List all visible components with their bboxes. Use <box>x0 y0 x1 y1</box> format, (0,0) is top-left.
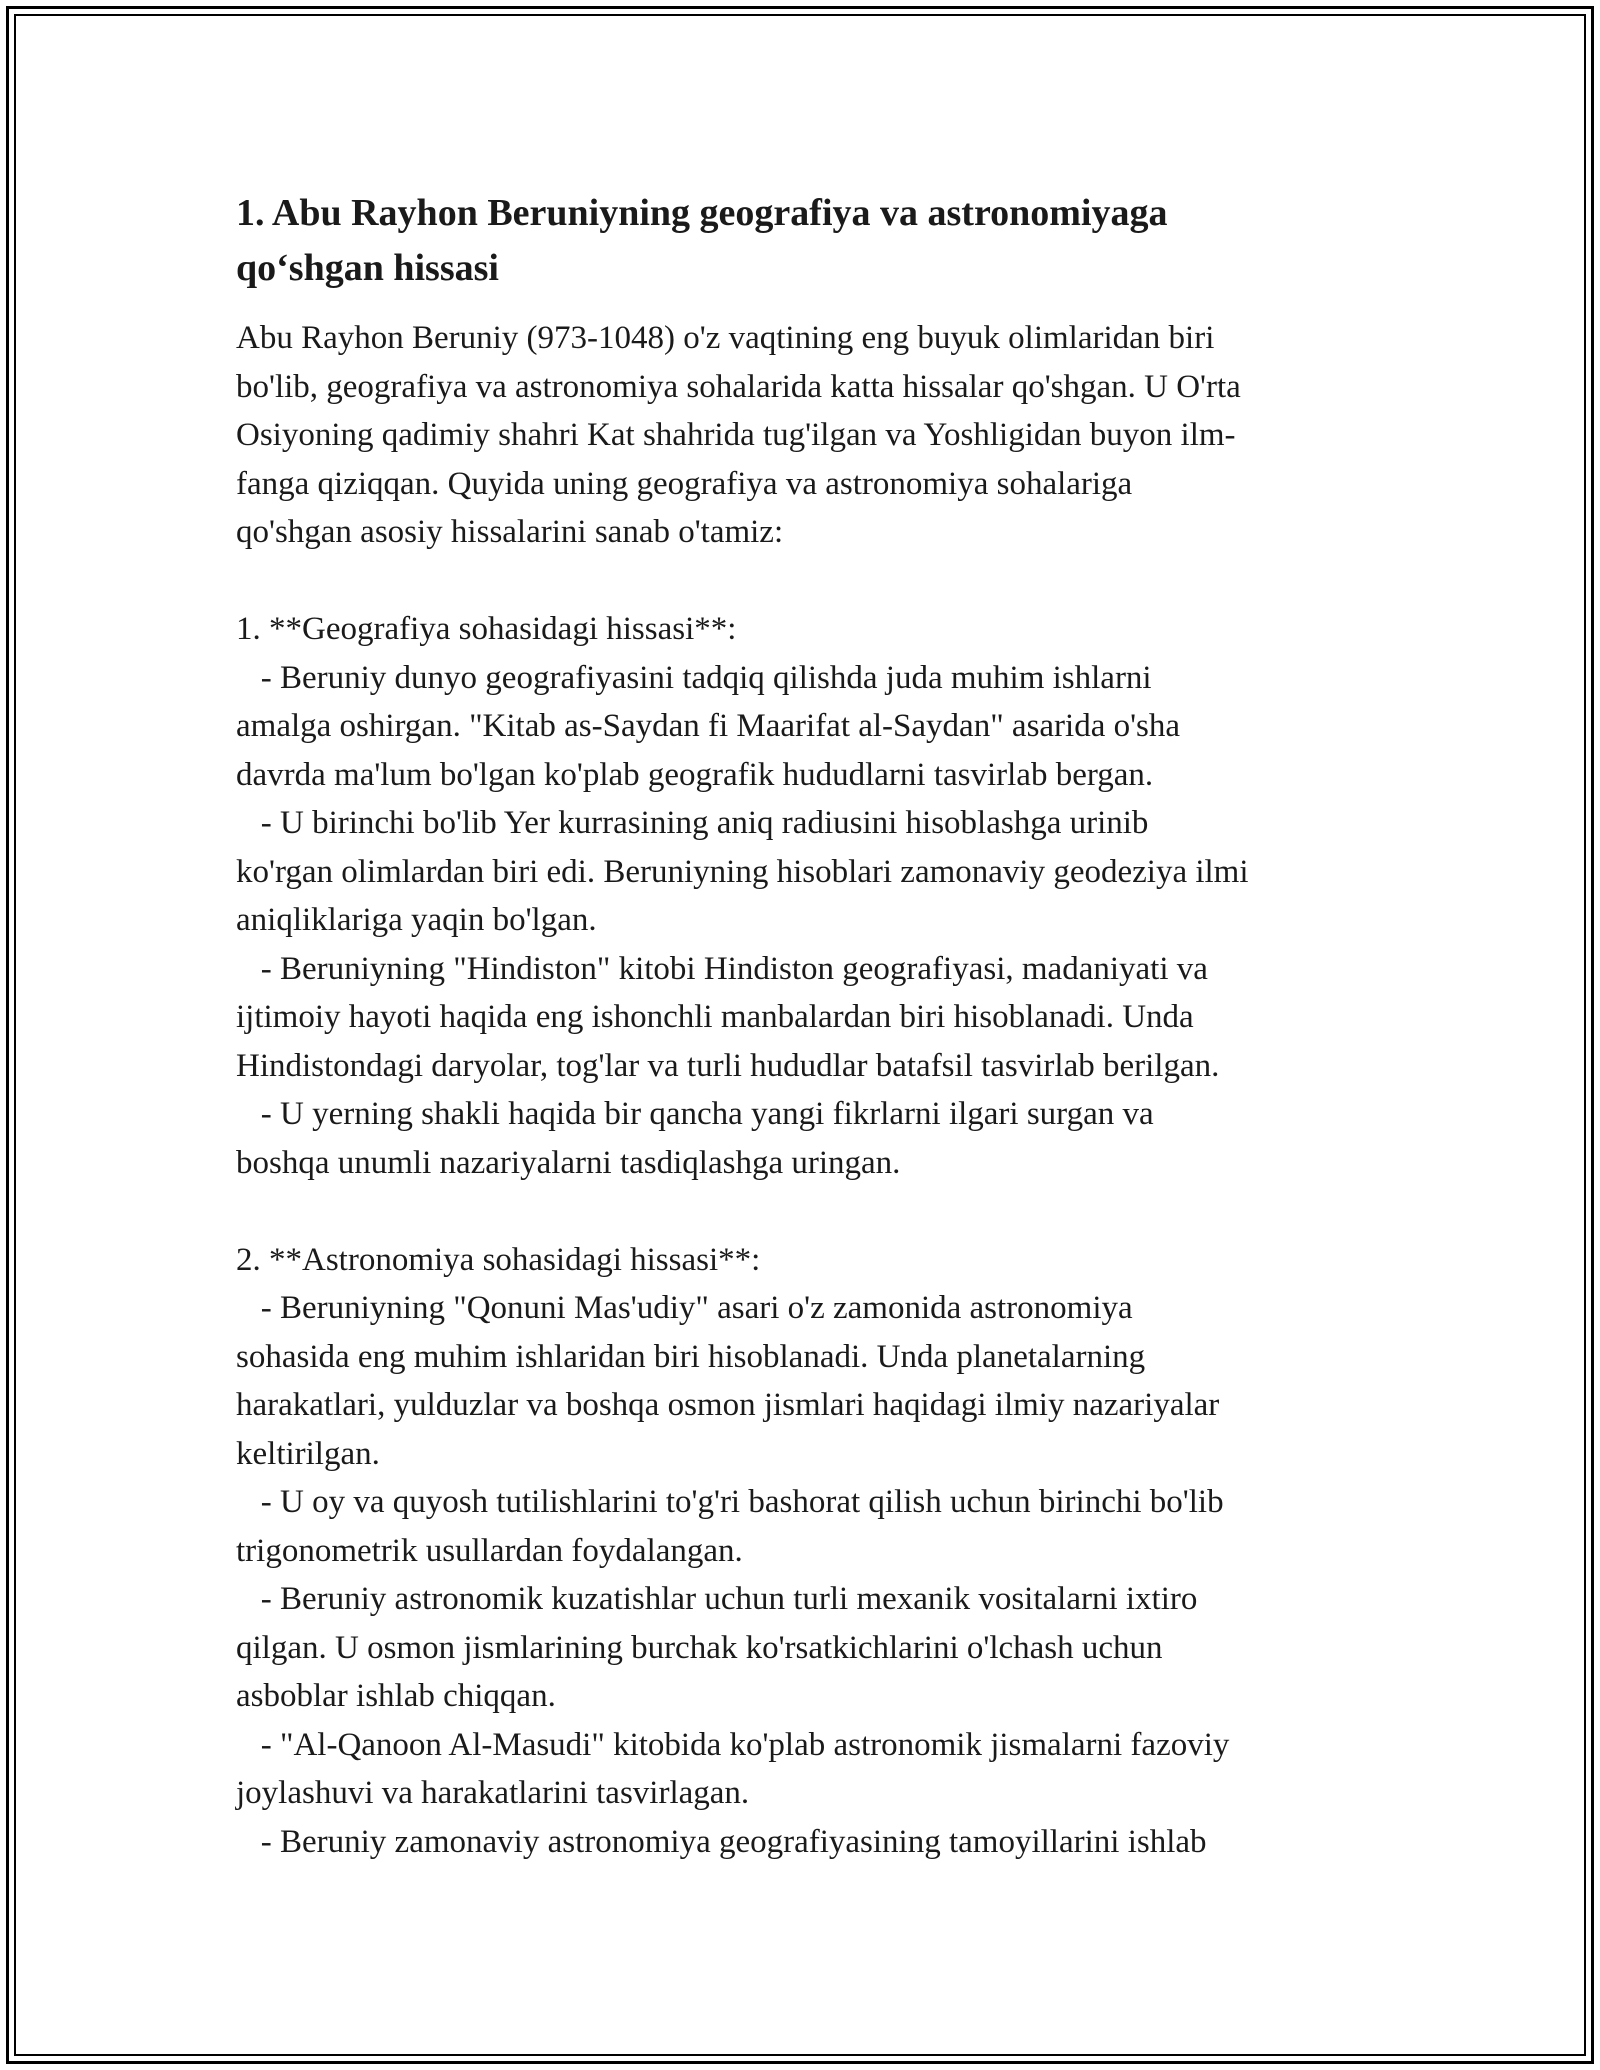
text-line: - Beruniyning "Qonuni Mas'udiy" asari o'z zamonida astronomiya <box>236 1290 1133 1326</box>
text-line: Osiyoning qadimiy shahri Kat shahrida tug'ilgan va Yoshligidan buyon ilm- <box>236 417 1236 453</box>
text-line: boshqa unumli nazariyalarni tasdiqlashga uringan. <box>236 1144 901 1181</box>
text-line: bo'lib, geografiya va astronomiya sohalarida katta hissalar qo'shgan. U O'rta <box>236 368 1241 405</box>
text-line: Abu Rayhon Beruniy (973-1048) o'z vaqtining eng buyuk olimlaridan biri <box>236 320 1215 356</box>
text-line: - U birinchi bo'lib Yer kurrasining aniq radiusini hisoblashga urinib <box>236 805 1149 841</box>
text-line: qilgan. U osmon jismlarining burchak ko'rsatkichlarini o'lchash uchun <box>236 1629 1163 1666</box>
title-line: qo‘shgan hissasi <box>236 247 499 289</box>
text-line: - Beruniyning "Hindiston" kitobi Hindiston geografiyasi, madaniyati va <box>236 950 1208 987</box>
document-title <box>236 186 1376 296</box>
text-line: Hindistondagi daryolar, tog'lar va turli hududlar batafsil tasvirlab berilgan. <box>236 1047 1220 1084</box>
text-line: aniqliklariga yaqin bo'lgan. <box>236 902 597 938</box>
text-line: 2. **Astronomiya sohasidagi hissasi**: <box>236 1241 761 1278</box>
text-line: - U oy va quyosh tutilishlarini to'g'ri bashorat qilish uchun birinchi bo'lib <box>236 1484 1224 1520</box>
title-line: 1. Abu Rayhon Beruniyning geografiya va astronomiyaga <box>236 192 1168 234</box>
text-line <box>236 557 1376 606</box>
text-line: keltirilgan. <box>236 1435 380 1472</box>
text-line: - U yerning shakli haqida bir qancha yangi fikrlarni ilgari surgan va <box>236 1096 1154 1132</box>
text-line: - Beruniy dunyo geografiyasini tadqiq qilishda juda muhim ishlarni <box>236 659 1152 696</box>
text-line: qo'shgan asosiy hissalarini sanab o'tamiz: <box>236 514 784 550</box>
text-line: joylashuvi va harakatlarini tasvirlagan. <box>236 1775 750 1811</box>
text-line: 1. **Geografiya sohasidagi hissasi**: <box>236 611 737 647</box>
text-line: - Beruniy zamonaviy astronomiya geografiyasining tamoyillarini ishlab <box>236 1823 1207 1860</box>
text-line: ko'rgan olimlardan biri edi. Beruniyning hisoblari zamonaviy geodeziya ilmi <box>236 853 1249 890</box>
document-text <box>236 314 1376 1866</box>
text-line: sohasida eng muhim ishlaridan biri hisoblanadi. Unda planetalarning <box>236 1338 1146 1375</box>
text-line: harakatlari, yulduzlar va boshqa osmon jismlari haqidagi ilmiy nazariyalar <box>236 1387 1220 1423</box>
text-line: - Beruniy astronomik kuzatishlar uchun turli mexanik vositalarni ixtiro <box>236 1581 1198 1617</box>
text-line: fanga qiziqqan. Quyida uning geografiya va astronomiya sohalariga <box>236 465 1133 502</box>
text-line: amalga oshirgan. "Kitab as-Saydan fi Maarifat al-Saydan" asarida o'sha <box>236 708 1181 744</box>
text-line: asboblar ishlab chiqqan. <box>236 1678 556 1714</box>
text-line: ijtimoiy hayoti haqida eng ishonchli manbalardan biri hisoblanadi. Unda <box>236 999 1194 1035</box>
text-line: trigonometrik usullardan foydalangan. <box>236 1532 743 1569</box>
document-body <box>236 186 1376 1866</box>
text-line: davrda ma'lum bo'lgan ko'plab geografik hududlarni tasvirlab bergan. <box>236 756 1154 793</box>
text-line: - "Al-Qanoon Al-Masudi" kitobida ko'plab astronomik jismalarni fazoviy <box>236 1726 1230 1763</box>
text-line <box>236 1187 1376 1236</box>
